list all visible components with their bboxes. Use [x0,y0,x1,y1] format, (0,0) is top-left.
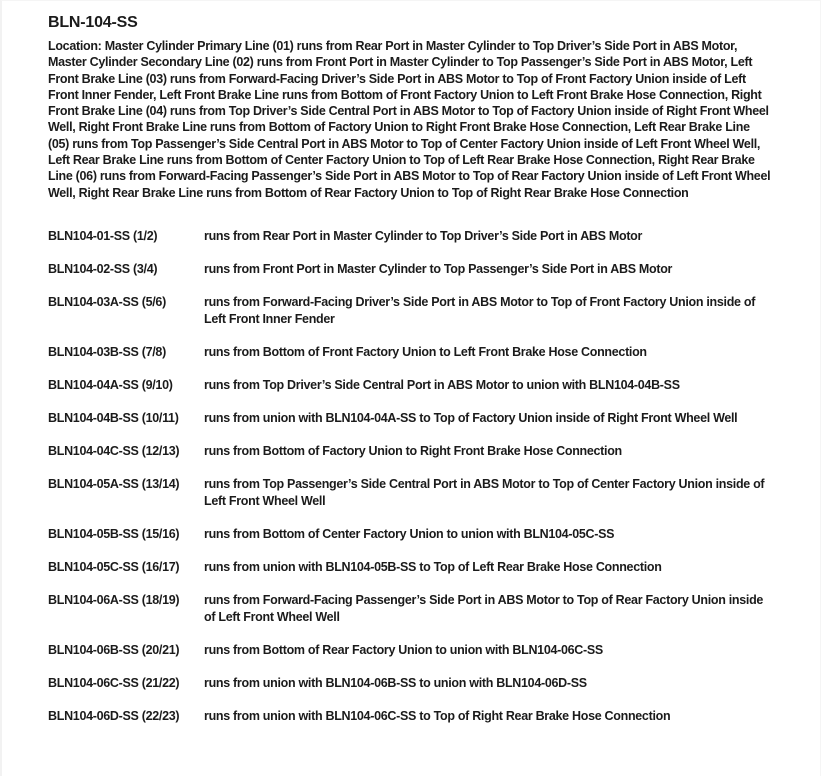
table-row [48,377,771,394]
line-description: runs from Forward-Facing Passenger’s Side Port in ABS Motor to Top of Rear Factory Union inside of Left Front Wheel Well [204,592,764,624]
line-code: BLN104-06B-SS (20/21) [48,642,180,657]
line-description: runs from Top Driver’s Side Central Port in ABS Motor to union with BLN104-04B-SS [204,377,680,392]
brake-line-list [48,228,771,725]
line-code: BLN104-01-SS (1/2) [48,228,158,243]
line-description: runs from Bottom of Factory Union to Right Front Brake Hose Connection [204,443,622,458]
line-description: runs from union with BLN104-06C-SS to Top of Right Rear Brake Hose Connection [204,708,671,723]
line-description: runs from Bottom of Center Factory Union to union with BLN104-05C-SS [204,526,615,541]
table-row [48,443,771,460]
line-code: BLN104-04C-SS (12/13) [48,443,180,458]
line-description: runs from Top Passenger’s Side Central Port in ABS Motor to Top of Center Factory Union inside of Left Front Wheel Well [204,476,765,508]
table-row [48,410,771,427]
line-description: runs from Bottom of Front Factory Union to Left Front Brake Hose Connection [204,344,647,359]
line-code: BLN104-03A-SS (5/6) [48,294,166,309]
line-code: BLN104-05A-SS (13/14) [48,476,180,491]
line-description: runs from union with BLN104-06B-SS to union with BLN104-06D-SS [204,675,587,690]
page-title: BLN-104-SS [48,14,138,31]
line-code: BLN104-05B-SS (15/16) [48,526,180,541]
table-row [48,228,771,245]
table-row [48,559,771,576]
table-row [48,261,771,278]
table-row [48,526,771,543]
line-code: BLN104-02-SS (3/4) [48,261,158,276]
line-code: BLN104-06A-SS (18/19) [48,592,180,607]
line-description: runs from Front Port in Master Cylinder to Top Passenger’s Side Port in ABS Motor [204,261,673,276]
table-row [48,675,771,692]
line-description: runs from union with BLN104-04A-SS to Top of Factory Union inside of Right Front Wheel Well [204,410,738,425]
table-row [48,476,771,510]
table-row [48,344,771,361]
line-code: BLN104-06D-SS (22/23) [48,708,180,723]
line-code: BLN104-04A-SS (9/10) [48,377,173,392]
line-description: runs from Rear Port in Master Cylinder to Top Driver’s Side Port in ABS Motor [204,228,643,243]
line-code: BLN104-03B-SS (7/8) [48,344,166,359]
line-code: BLN104-06C-SS (21/22) [48,675,180,690]
line-description: runs from Bottom of Rear Factory Union to union with BLN104-06C-SS [204,642,603,657]
line-code: BLN104-04B-SS (10/11) [48,410,179,425]
table-row [48,294,771,328]
table-row [48,592,771,626]
location-paragraph: Location: Master Cylinder Primary Line (01) runs from Rear Port in Master Cylinder to Top Driver’s Side Port in ABS Motor, Master Cylinder Secondary Line (02) runs from Front Port in Master Cylinder to Top Passenger’s Side Port in ABS Motor, Left Front Brake Line (03) runs from Forward-Facing Driver’s Side Port in ABS Motor to Top of Front Factory Union inside of Left Front Inner Fender, Left Front Brake Line runs from Bottom of Front Factory Union to Left Front Brake Hose Connection, Right Front Brake Line (04) runs from Top Driver’s Side Central Port in ABS Motor to Top of Factory Union inside of Right Front Wheel Well, Right Front Brake Line runs from Bottom of Factory Union to Right Front Brake Hose Connection, Left Rear Brake Line (05) runs from Top Passenger’s Side Central Port in ABS Motor to Top of Center Factory Union inside of Left Front Wheel Well, Left Rear Brake Line runs from Bottom of Center Factory Union to Top of Left Rear Brake Hose Connection, Right Rear Brake Line (06) runs from Forward-Facing Passenger’s Side Port in ABS Motor to Top of Rear Factory Union inside of Left Front Wheel Well, Right Rear Brake Line runs from Bottom of Rear Factory Union to Top of Right Rear Brake Hose Connection [48,39,771,200]
line-code: BLN104-05C-SS (16/17) [48,559,180,574]
line-description: runs from union with BLN104-05B-SS to Top of Left Rear Brake Hose Connection [204,559,662,574]
table-row [48,642,771,659]
table-row [48,708,771,725]
line-description: runs from Forward-Facing Driver’s Side Port in ABS Motor to Top of Front Factory Union inside of Left Front Inner Fender [204,294,756,326]
